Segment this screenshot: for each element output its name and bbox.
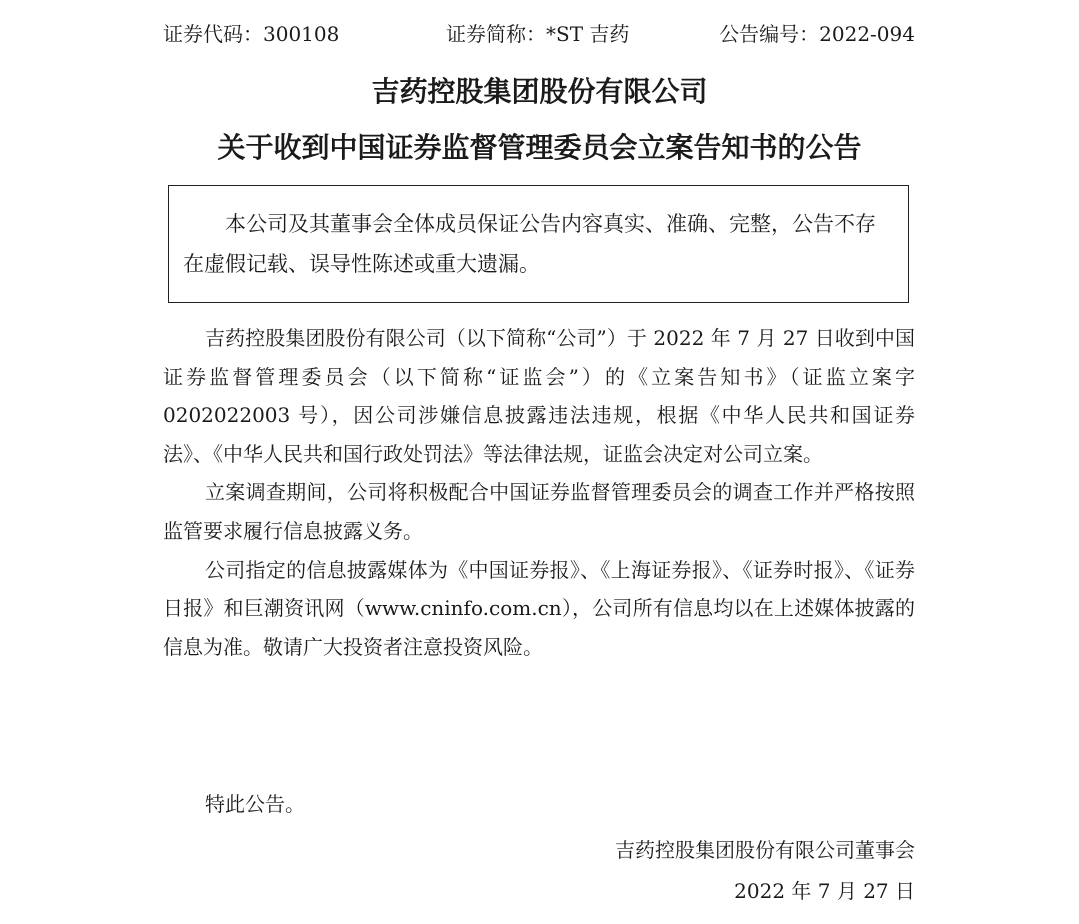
announcement-number: 公告编号：2022-094	[719, 22, 915, 46]
announcement-body	[163, 319, 915, 666]
stock-short-name: 证券简称：*ST 吉药	[446, 22, 630, 46]
signature: 吉药控股集团股份有限公司董事会	[615, 838, 915, 862]
closing-remark: 特此公告。	[205, 792, 305, 816]
body-paragraph: 吉药控股集团股份有限公司（以下简称“公司”）于 2022 年 7 月 27 日收到中国证券监督管理委员会（以下简称“证监会”）的《立案告知书》（证监立案字 0202022003 号），因公司涉嫌信息披露违法违规，根据《中华人民共和国证券法》、《中华人民共和国行政处罚法》等法律法规，证监会决定对公司立案。	[163, 326, 915, 466]
announcement-date: 2022 年 7 月 27 日	[734, 879, 915, 903]
company-title: 吉药控股集团股份有限公司	[371, 75, 708, 108]
document-header	[163, 18, 915, 50]
disclaimer-box	[168, 185, 909, 303]
stock-code: 证券代码：300108	[163, 22, 340, 46]
announcement-title: 关于收到中国证券监督管理委员会立案告知书的公告	[217, 131, 862, 164]
body-paragraph: 立案调查期间，公司将积极配合中国证券监督管理委员会的调查工作并严格按照监管要求履行信息披露义务。	[163, 480, 915, 543]
body-paragraph: 公司指定的信息披露媒体为《中国证券报》、《上海证券报》、《证券时报》、《证券日报》和巨潮资讯网（www.cninfo.com.cn），公司所有信息均以在上述媒体披露的信息为准。敬请广大投资者注意投资风险。	[163, 557, 915, 659]
disclaimer-text: 本公司及其董事会全体成员保证公告内容真实、准确、完整，公告不存在虚假记载、误导性陈述或重大遗漏。	[183, 212, 876, 276]
